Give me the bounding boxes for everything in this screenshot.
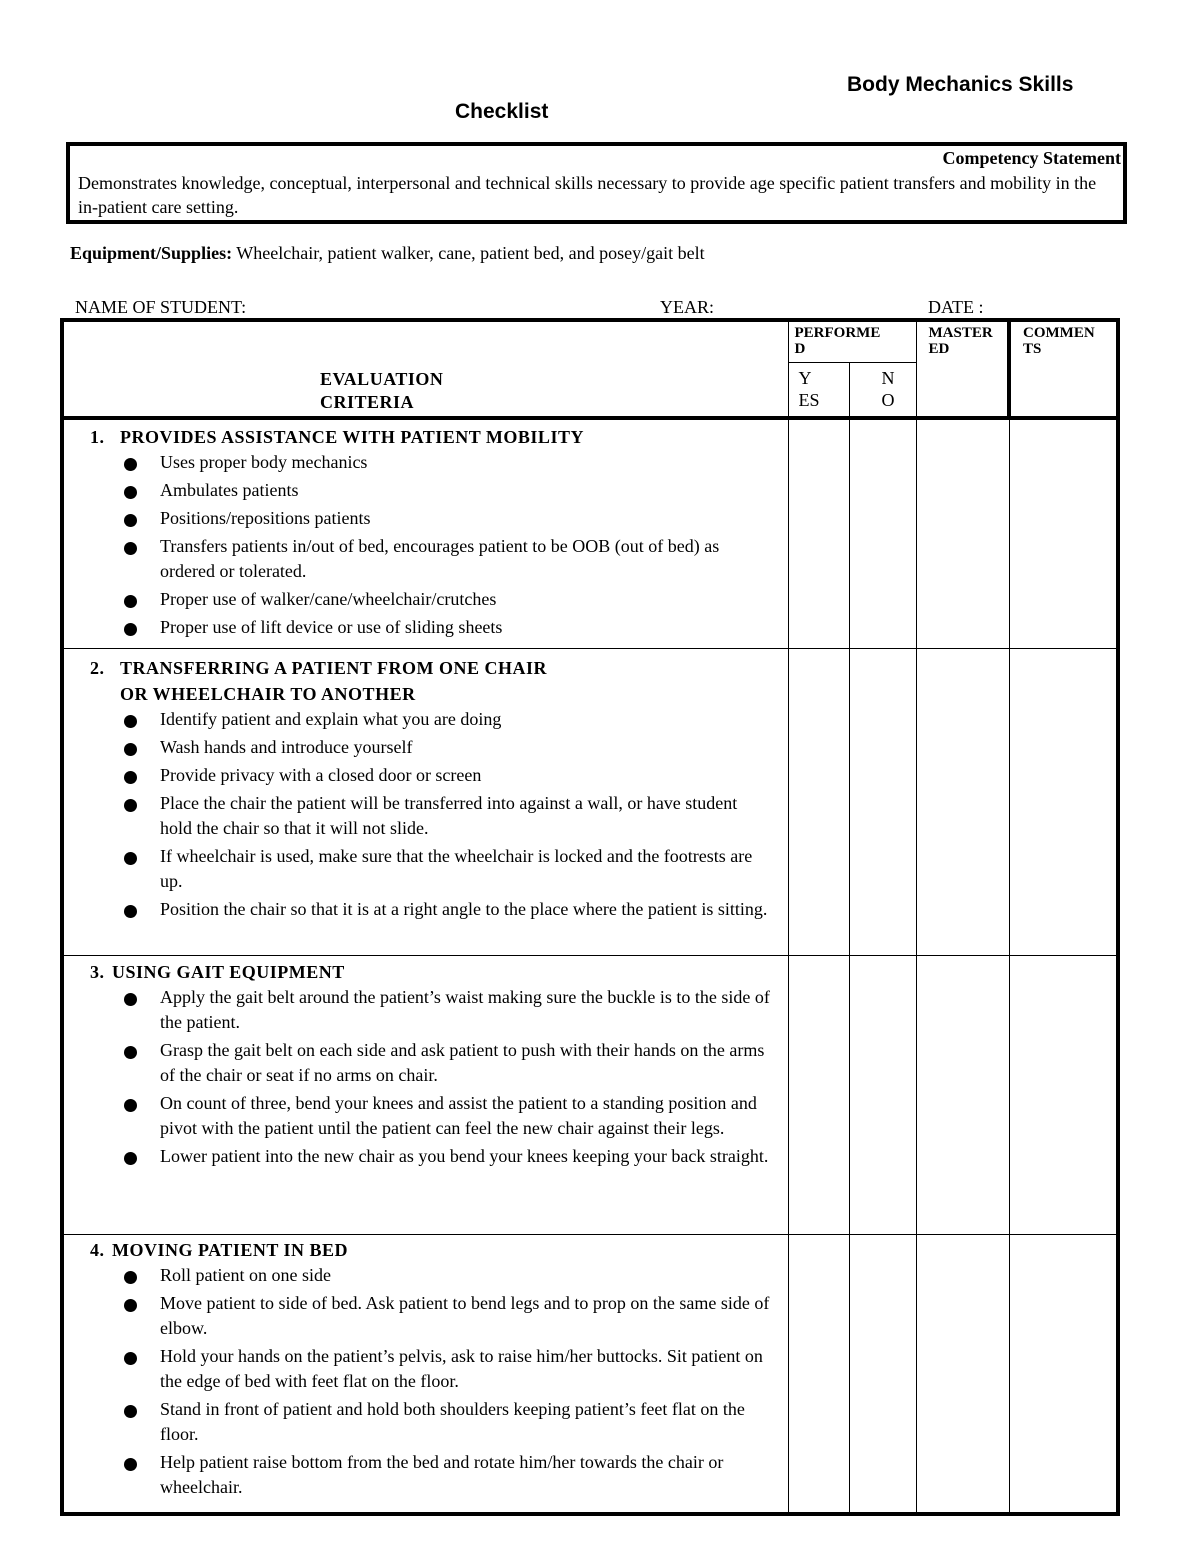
section-title: 2. TRANSFERRING A PATIENT FROM ONE CHAIR OR WHEELCHAIR TO ANOTHER xyxy=(90,657,548,704)
comments-cell[interactable] xyxy=(1009,418,1118,648)
equipment-line xyxy=(70,243,705,264)
criteria-item: Place the chair the patient will be transferred into against a wall, or have student hold the chair so that it will not slide. xyxy=(124,791,770,841)
mastered-header-line2: ED xyxy=(928,341,950,357)
section-criteria-cell xyxy=(62,1234,788,1514)
no-cell[interactable] xyxy=(849,648,916,955)
section-criteria-cell xyxy=(62,955,788,1234)
no-header-line2: O xyxy=(881,389,895,410)
yes-cell[interactable] xyxy=(788,648,849,955)
date-label: DATE : xyxy=(928,297,984,317)
criteria-item: Ambulates patients xyxy=(124,478,770,503)
criteria-item: On count of three, bend your knees and assist the patient to a standing position and pivot with the patient until the patient can feel the new chair against their legs. xyxy=(124,1091,770,1141)
criteria-item: Transfers patients in/out of bed, encourages patient to be OOB (out of bed) as ordered or tolerated. xyxy=(124,534,770,584)
section-row xyxy=(62,955,1118,1234)
section-criteria-cell xyxy=(62,648,788,955)
comments-header-line1: COMMEN xyxy=(1023,325,1095,341)
criteria-item: Apply the gait belt around the patient’s waist making sure the buckle is to the side of the patient. xyxy=(124,985,770,1035)
criteria-item: Position the chair so that it is at a right angle to the place where the patient is sitting. xyxy=(124,897,770,922)
mastered-cell[interactable] xyxy=(916,418,1009,648)
document-title-line2: Checklist xyxy=(455,100,549,123)
competency-text: Demonstrates knowledge, conceptual, interpersonal and technical skills necessary to provide age specific patient transfers and mobility in the in-patient care setting. xyxy=(78,173,1097,217)
section-title: 3. USING GAIT EQUIPMENT xyxy=(90,961,345,982)
document-title-line1: Body Mechanics Skills xyxy=(847,73,1074,96)
comments-header-line2: TS xyxy=(1023,341,1042,357)
section-title: 4. MOVING PATIENT IN BED xyxy=(90,1239,349,1260)
section-title: 1. PROVIDES ASSISTANCE WITH PATIENT MOBILITY xyxy=(90,427,584,447)
comments-cell[interactable] xyxy=(1009,955,1118,1234)
criteria-item: If wheelchair is used, make sure that the wheelchair is locked and the footrests are up. xyxy=(124,844,770,894)
mastered-cell[interactable] xyxy=(916,648,1009,955)
mastered-cell[interactable] xyxy=(916,1234,1009,1514)
yes-cell[interactable] xyxy=(788,418,849,648)
mastered-header xyxy=(916,320,1009,418)
criteria-item: Proper use of walker/cane/wheelchair/crutches xyxy=(124,587,770,612)
criteria-item: Help patient raise bottom from the bed and rotate him/her towards the chair or wheelchair. xyxy=(124,1450,770,1500)
criteria-item: Grasp the gait belt on each side and ask patient to push with their hands on the arms of the chair or seat if no arms on chair. xyxy=(124,1038,770,1088)
no-header-line1: N xyxy=(881,367,895,388)
criteria-item: Move patient to side of bed. Ask patient to bend legs and to prop on the same side of elbow. xyxy=(124,1291,770,1341)
evaluation-header-line2: CRITERIA xyxy=(320,392,415,412)
criteria-item: Hold your hands on the patient’s pelvis, ask to raise him/her buttocks. Sit patient on the edge of bed with feet flat on the floor. xyxy=(124,1344,770,1394)
comments-cell[interactable] xyxy=(1009,1234,1118,1514)
yes-header xyxy=(788,362,849,418)
criteria-list xyxy=(90,985,778,1169)
no-cell[interactable] xyxy=(849,418,916,648)
competency-box xyxy=(66,142,1127,224)
section-row xyxy=(62,418,1118,648)
yes-header-line2: ES xyxy=(798,389,820,410)
criteria-item: Positions/repositions patients xyxy=(124,506,770,531)
comments-header xyxy=(1009,320,1118,418)
performed-header xyxy=(788,320,916,362)
yes-header-line1: Y xyxy=(798,367,812,388)
year-label: YEAR: xyxy=(660,297,714,317)
evaluation-header-line1: EVALUATION xyxy=(320,369,444,389)
yes-cell[interactable] xyxy=(788,1234,849,1514)
criteria-list xyxy=(90,1263,778,1500)
criteria-item: Identify patient and explain what you are doing xyxy=(124,707,770,732)
no-cell[interactable] xyxy=(849,955,916,1234)
criteria-list xyxy=(90,450,778,640)
equipment-value: Wheelchair, patient walker, cane, patient bed, and posey/gait belt xyxy=(236,243,705,263)
criteria-list xyxy=(90,707,778,922)
criteria-item: Proper use of lift device or use of sliding sheets xyxy=(124,615,770,640)
criteria-item: Roll patient on one side xyxy=(124,1263,770,1288)
evaluation-table xyxy=(60,318,1120,1516)
criteria-item: Lower patient into the new chair as you bend your knees keeping your back straight. xyxy=(124,1144,770,1169)
section-row xyxy=(62,648,1118,955)
criteria-item: Provide privacy with a closed door or screen xyxy=(124,763,770,788)
performed-header-line1: PERFORME xyxy=(794,325,881,341)
criteria-item: Stand in front of patient and hold both shoulders keeping patient’s feet flat on the floor. xyxy=(124,1397,770,1447)
criteria-item: Uses proper body mechanics xyxy=(124,450,770,475)
comments-cell[interactable] xyxy=(1009,648,1118,955)
yes-cell[interactable] xyxy=(788,955,849,1234)
student-name-label: NAME OF STUDENT: xyxy=(75,297,247,317)
section-row xyxy=(62,1234,1118,1514)
mastered-cell[interactable] xyxy=(916,955,1009,1234)
no-cell[interactable] xyxy=(849,1234,916,1514)
equipment-label: Equipment/Supplies: xyxy=(70,243,233,263)
performed-header-line2: D xyxy=(794,341,806,357)
no-header xyxy=(849,362,916,418)
competency-heading: Competency Statement xyxy=(942,148,1121,168)
evaluation-criteria-header xyxy=(62,320,788,418)
mastered-header-line1: MASTER xyxy=(928,325,993,341)
criteria-item: Wash hands and introduce yourself xyxy=(124,735,770,760)
section-criteria-cell xyxy=(62,418,788,648)
